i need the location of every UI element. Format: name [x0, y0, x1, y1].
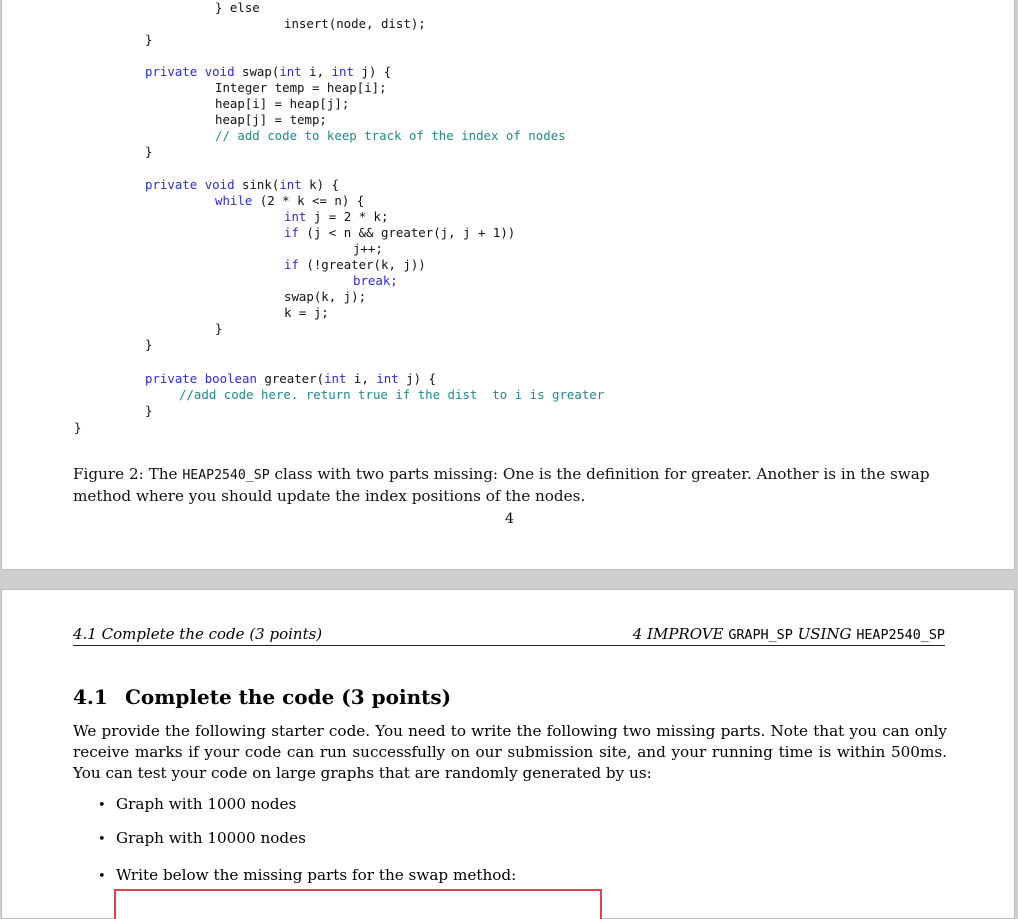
document-page-5 [1, 589, 1015, 919]
code-comment: // add code to keep track of the index of nodes [215, 128, 566, 143]
code-line-greater-signature: private boolean greater(int i, int j) { [145, 371, 437, 386]
code-line-swap-signature: private void swap(int i, int j) { [145, 64, 392, 79]
code-line: } [145, 32, 153, 47]
code-line: } [145, 337, 153, 352]
list-item: • Graph with 10000 nodes [98, 829, 306, 847]
code-line: insert(node, dist); [284, 16, 426, 31]
running-header-right: 4 IMPROVE GRAPH_SP USING HEAP2540_SP [632, 625, 945, 643]
code-line: } [74, 420, 82, 435]
code-line: heap[j] = temp; [215, 112, 327, 127]
body-paragraph: We provide the following starter code. You need to write the following two missing parts. Note that you can only receive marks if your code can run successfully on our submission site, and your running time is within 500ms. You can test your code on large graphs that are randomly generated by us: [73, 722, 947, 782]
code-line: heap[i] = heap[j]; [215, 96, 350, 111]
bullet-icon: • [98, 869, 106, 884]
code-line: } [145, 144, 153, 159]
list-item: • Write below the missing parts for the swap method: [98, 866, 517, 884]
code-line: } [215, 321, 223, 336]
figure-caption: Figure 2: The HEAP2540_SP class with two parts missing: One is the definition for greater. Another is in the swap method where you should update the index positions of the nodes. [73, 465, 930, 505]
code-line: if (j < n && greater(j, j + 1)) [284, 225, 516, 240]
code-line: } [145, 403, 153, 418]
code-line: } else [215, 0, 260, 15]
code-line: while (2 * k <= n) { [215, 193, 365, 208]
list-item: • Graph with 1000 nodes [98, 795, 297, 813]
code-line: Integer temp = heap[i]; [215, 80, 387, 95]
bullet-icon: • [98, 832, 106, 847]
code-line: k = j; [284, 305, 329, 320]
code-line: if (!greater(k, j)) [284, 257, 426, 272]
section-heading: 4.1 Complete the code (3 points) [73, 685, 452, 709]
bullet-icon: • [98, 798, 106, 813]
code-line: int j = 2 * k; [284, 209, 389, 224]
answer-box[interactable] [114, 889, 602, 919]
running-header [73, 623, 945, 646]
document-page-4 [1, 0, 1015, 570]
page-number: 4 [505, 511, 514, 527]
code-line-sink-signature: private void sink(int k) { [145, 177, 340, 192]
code-line: j++; [353, 241, 383, 256]
code-comment: //add code here. return true if the dist to i is greater [179, 387, 605, 402]
code-line: break; [353, 273, 398, 288]
running-header-left: 4.1 Complete the code (3 points) [73, 625, 323, 643]
code-line: swap(k, j); [284, 289, 367, 304]
